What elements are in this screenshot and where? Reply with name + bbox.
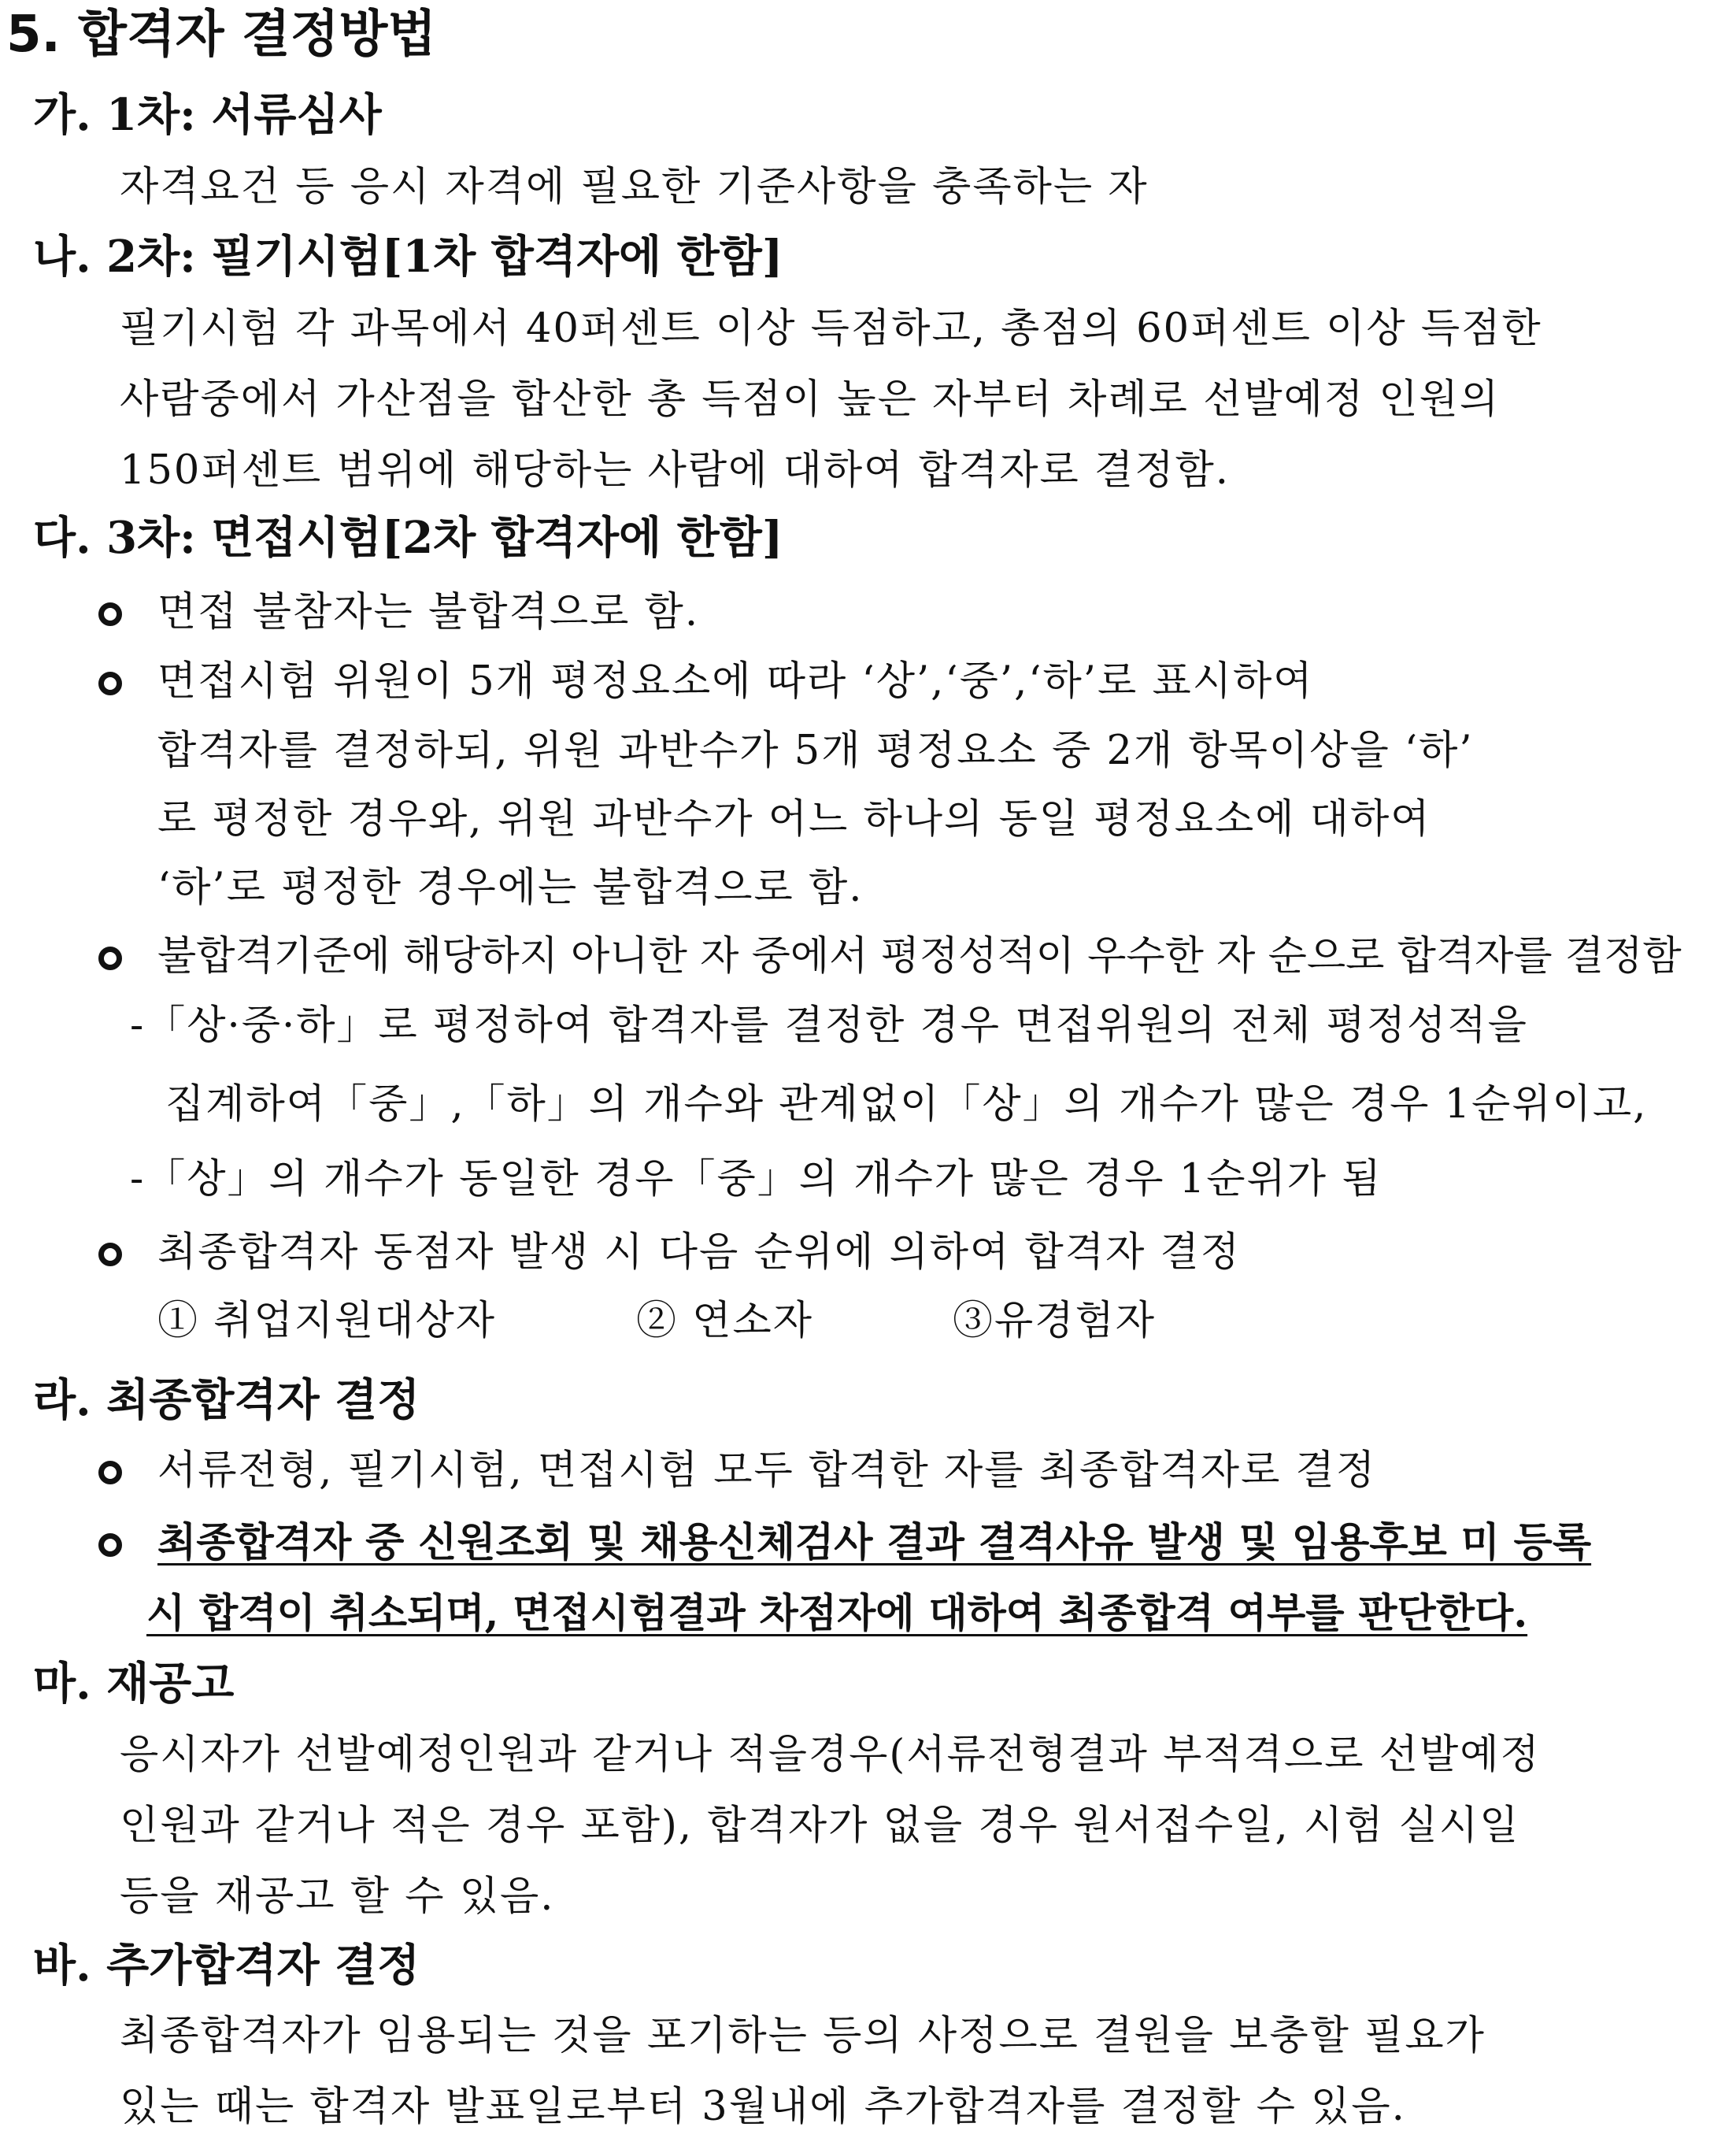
na-line-1: 필기시험 각 과목에서 40퍼센트 이상 득점하고, 총점의 60퍼센트 이상 득점한 (120, 306, 1542, 352)
ba-line-2: 있는 때는 합격자 발표일로부터 3월내에 추가합격자를 결정할 수 있음. (120, 2084, 1406, 2130)
da-bullet-4: 최종합격자 동점자 발생 시 다음 순위에 의하여 합격자 결정 (157, 1229, 1242, 1276)
da-bullet-2-line-4: ‘하’로 평정한 경우에는 불합격으로 함. (157, 865, 864, 911)
da-bullet-1: 면접 불참자는 불합격으로 함. (157, 589, 700, 635)
circle-bullet-icon (98, 672, 122, 695)
tiebreak-2: ② 연소자 (636, 1298, 814, 1344)
circle-bullet-icon (98, 1461, 122, 1484)
na-line-2: 사람중에서 가산점을 합산한 총 득점이 높은 자부터 차례로 선발예정 인원의 (120, 376, 1501, 423)
ra-bullet-2-line-1: 최종합격자 중 신원조회 및 채용신체검사 결과 결격사유 발생 및 임용후보 미 등록 (157, 1519, 1592, 1566)
heading-ra: 라. 최종합격자 결정 (33, 1374, 420, 1426)
circle-bullet-icon (98, 947, 122, 970)
na-line-3: 150퍼센트 범위에 해당하는 사람에 대하여 합격자로 결정함. (120, 447, 1230, 494)
da-dash-1-line-1: -「상·중·하」로 평정하여 합격자를 결정한 경우 면접위원의 전체 평정성적을 (130, 1002, 1528, 1049)
ba-line-1: 최종합격자가 임용되는 것을 포기하는 등의 사정으로 결원을 보충할 필요가 (120, 2013, 1486, 2059)
ma-line-1: 응시자가 선발예정인원과 같거나 적을경우(서류전형결과 부적격으로 선발예정 (120, 1732, 1541, 1778)
da-bullet-2-line-1: 면접시험 위원이 5개 평정요소에 따라 ‘상’,‘중’,‘하’로 표시하여 (157, 658, 1314, 705)
heading-ma: 마. 재공고 (33, 1658, 235, 1710)
section-title: 5. 합격자 결정방법 (6, 6, 437, 64)
da-dash-1-line-2: 집계하여「중」,「하」의 개수와 관계없이「상」의 개수가 많은 경우 1순위이고, (165, 1081, 1648, 1128)
circle-bullet-icon (98, 1533, 122, 1557)
heading-ba: 바. 추가합격자 결정 (33, 1940, 420, 1992)
ra-bullet-1: 서류전형, 필기시험, 면접시험 모두 합격한 자를 최종합격자로 결정 (157, 1447, 1377, 1494)
circle-bullet-icon (98, 602, 122, 626)
ma-line-3: 등을 재공고 할 수 있음. (120, 1873, 555, 1920)
heading-da: 다. 3차: 면접시험[2차 합격자에 한함] (33, 512, 783, 564)
heading-ga: 가. 1차: 서류심사 (33, 89, 382, 141)
ra-bullet-2-line-2: 시 합격이 취소되며, 면접시험결과 차점자에 대하여 최종합격 여부를 판단한다. (146, 1590, 1528, 1637)
da-bullet-3: 불합격기준에 해당하지 아니한 자 중에서 평정성적이 우수한 자 순으로 합격자를 결정함 (157, 933, 1682, 980)
ga-line-1: 자격요건 등 응시 자격에 필요한 기준사항을 충족하는 자 (120, 164, 1149, 210)
da-dash-2: -「상」의 개수가 동일한 경우「중」의 개수가 많은 경우 1순위가 됨 (130, 1156, 1383, 1202)
tiebreak-3: ③유경험자 (953, 1298, 1157, 1344)
heading-na: 나. 2차: 필기시험[1차 합격자에 한함] (33, 231, 783, 283)
ma-line-2: 인원과 같거나 적은 경우 포함), 합격자가 없을 경우 원서접수일, 시험 실시일 (120, 1803, 1520, 1849)
circle-bullet-icon (98, 1243, 122, 1266)
da-bullet-2-line-3: 로 평정한 경우와, 위원 과반수가 어느 하나의 동일 평정요소에 대하여 (157, 796, 1431, 843)
tiebreak-1: ① 취업지원대상자 (157, 1298, 497, 1344)
da-bullet-2-line-2: 합격자를 결정하되, 위원 과반수가 5개 평정요소 중 2개 항목이상을 ‘하’ (157, 728, 1474, 774)
